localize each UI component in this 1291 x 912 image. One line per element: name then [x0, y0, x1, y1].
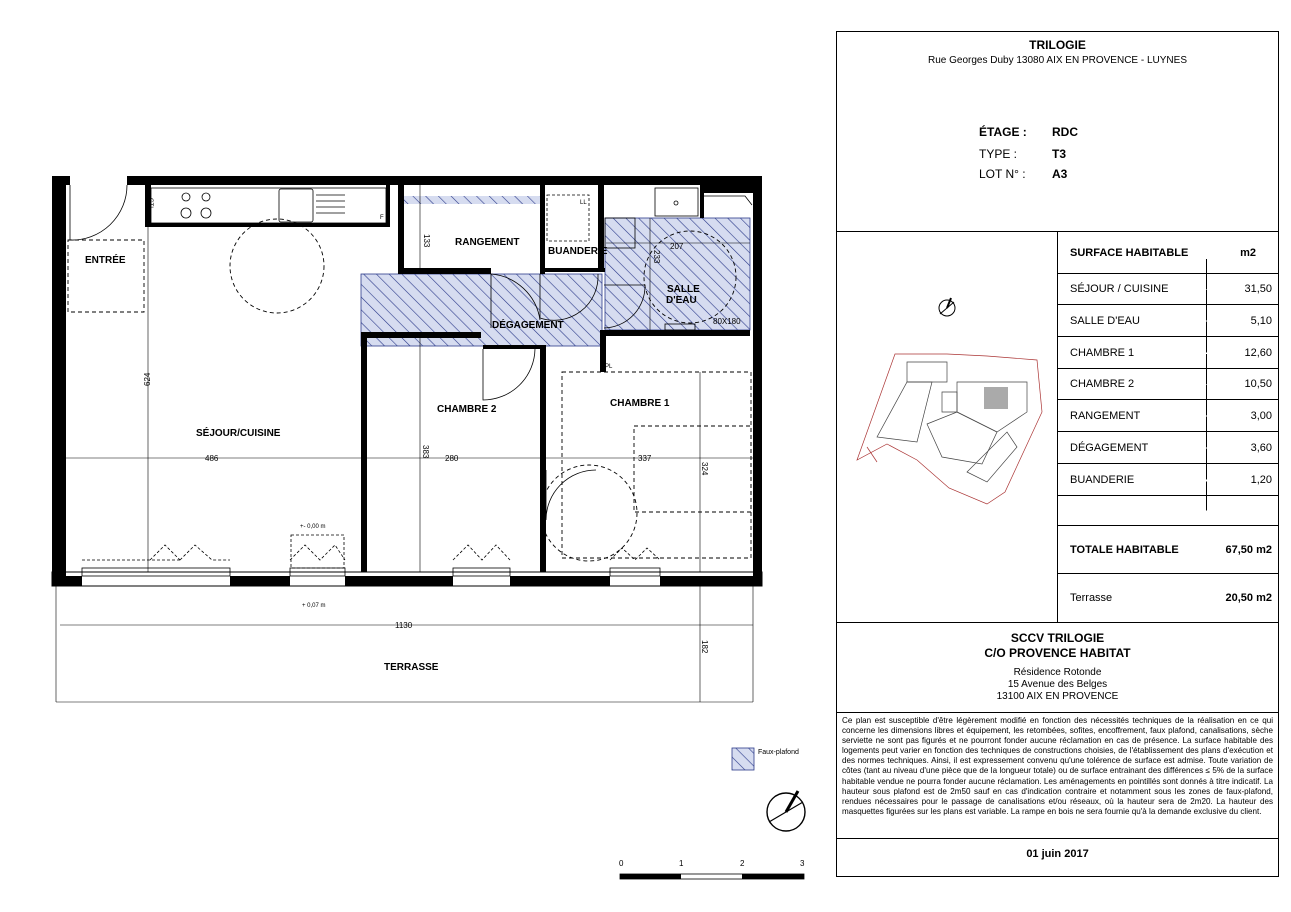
surface-value: 12,60 [1244, 346, 1272, 359]
scale-bar [619, 859, 805, 879]
surface-total-label: TOTALE HABITABLE [1070, 543, 1179, 556]
dim-207: 207 [670, 242, 684, 251]
surface-row-buanderie [1058, 464, 1278, 496]
owner-block [837, 623, 1278, 713]
title-block-header [837, 32, 1278, 232]
room-terrasse: TERRASSE [384, 662, 439, 673]
scale-tick-3: 3 [800, 859, 805, 868]
room-buanderie: BUANDERIE [548, 246, 608, 257]
legend-label: Faux-plafond [758, 749, 799, 756]
type-value: T3 [1052, 147, 1067, 161]
type-label: TYPE : [979, 147, 1018, 161]
surface-value: 10,50 [1244, 378, 1272, 390]
surface-row-rangement [1058, 400, 1278, 432]
surface-name: CHAMBRE 2 [1070, 378, 1135, 390]
surface-value: 1,20 [1250, 473, 1272, 486]
dim-233: 233 [652, 250, 661, 264]
title-block-middle [837, 232, 1278, 623]
room-chambre1: CHAMBRE 1 [610, 398, 670, 409]
room-entree: ENTRÉE [85, 255, 126, 266]
surface-value: 3,60 [1250, 441, 1272, 454]
surface-value: 31,50 [1244, 283, 1272, 295]
surface-name: SALLE D'EAU [1070, 314, 1140, 327]
compass-icon [939, 298, 955, 316]
lot-label: LOT N° : [979, 167, 1026, 181]
dim-624: 624 [143, 372, 152, 386]
site-map [837, 232, 1058, 622]
dim-133: 133 [422, 234, 431, 248]
type-row [979, 147, 1066, 161]
doors [70, 185, 645, 520]
owner-line3: Résidence Rotonde [1013, 667, 1102, 678]
mark-pl: PL [605, 364, 613, 370]
surface-row-degagement [1058, 432, 1278, 464]
room-rangement: RANGEMENT [455, 237, 520, 248]
surface-name: BUANDERIE [1070, 473, 1135, 486]
surface-name: DÉGAGEMENT [1070, 441, 1149, 454]
surface-header-label: SURFACE HABITABLE [1070, 246, 1189, 259]
surface-terrasse-row [1058, 574, 1278, 622]
surface-terrasse-value: 20,50 m2 [1225, 592, 1272, 604]
surface-total-row [1058, 526, 1278, 574]
owner-line4: 15 Avenue des Belges [1007, 679, 1108, 690]
surface-row-chambre1 [1058, 337, 1278, 369]
scale-tick-2: 2 [740, 859, 745, 868]
owner-line2: C/O PROVENCE HABITAT [984, 646, 1131, 660]
room-degagement: DÉGAGEMENT [492, 320, 564, 331]
etage-row [979, 125, 1078, 139]
legal-text: Ce plan est susceptible d'être légèrement modifié en fonction des nécessités techniques de la réalisation en ce qui concerne les dimensions libres et équipement, les retombées, sofites, encoffrement, faux plafond, canalisations, sèche serviette ne sont pas figurés et ne pourront fonder aucune réclamation en cas de présence. La surface habitable des logements peut varier en fonction des techniques de constructions choisies, de l'établissement des plans d'exécution et des normes techniques. Ainsi, il est expressement convenu qu'une tolérence de surface est admise. Toute variation de côtes (tant au niveau d'une pièce que de la longueur totale) ou de surface entrainant des différences ≤ 5% de la surface habitable vendue ne pourra fonder aucune réclamation. Les aménagements en pointillés sont donnés à titre indicatif. La hauteur sous plafond est de 2m50 sauf en cas d'indication contraire et notamment sous les zones de faux-plafond, rendues nécessaires pour le passage de canalisations et/ou réseaux, où la hauteur sera de 2m20. La hauteur des masquettes figurées sur les plans est variable. La rampe en bois ne sera fournie qu'à la demande exclusive du client. [842, 716, 1273, 816]
project-name: TRILOGIE [1029, 38, 1086, 52]
scale-tick-0: 0 [619, 859, 624, 868]
surface-row-chambre2 [1058, 369, 1278, 400]
room-chambre2: CHAMBRE 2 [437, 404, 497, 415]
dim-shower: 80X180 [713, 317, 741, 326]
surface-name: CHAMBRE 1 [1070, 346, 1135, 359]
site-map-drawing [837, 232, 1057, 622]
room-salle-eau-line2: D'EAU [666, 295, 697, 306]
etage-value: RDC [1052, 125, 1078, 139]
surface-header-unit: m2 [1240, 246, 1256, 259]
level-terrace: + 0,07 m [302, 603, 326, 609]
dim-486: 486 [205, 454, 219, 463]
surface-row-empty [1058, 496, 1278, 526]
project-address: Rue Georges Duby 13080 AIX EN PROVENCE - LUYNES [927, 55, 1187, 66]
legend-swatch [732, 748, 754, 770]
dim-280: 280 [445, 454, 459, 463]
room-sejour: SÉJOUR/CUISINE [196, 428, 281, 439]
surface-total-value: 67,50 m2 [1225, 543, 1272, 556]
dim-324: 324 [700, 462, 709, 476]
dim-1130: 1130 [395, 621, 413, 630]
surface-name: RANGEMENT [1070, 409, 1141, 422]
site-lot-highlight [984, 387, 1008, 409]
dim-337: 337 [638, 454, 652, 463]
dim-383: 383 [421, 445, 430, 459]
room-salle-eau-line1: SALLE [667, 284, 700, 295]
scale-tick-1: 1 [679, 859, 684, 868]
legal-notice [837, 713, 1278, 839]
mark-ll: LL [580, 200, 587, 206]
faux-plafond-rangement [402, 196, 540, 204]
surface-header [1058, 232, 1278, 274]
surface-terrasse-label: Terrasse [1070, 592, 1113, 604]
level-interior: +- 0,00 m [300, 524, 326, 530]
site-plan-outline [857, 354, 1042, 504]
north-arrow-icon [767, 791, 805, 831]
surface-value: 5,10 [1250, 314, 1272, 327]
plan-date: 01 juin 2017 [1026, 848, 1089, 860]
surface-value: 3,00 [1250, 409, 1272, 422]
title-block [836, 31, 1279, 877]
owner-line5: 13100 AIX EN PROVENCE [996, 691, 1119, 702]
surface-table [1058, 232, 1278, 622]
surface-name: SÉJOUR / CUISINE [1070, 283, 1169, 295]
mark-gtl: GTL [147, 198, 153, 210]
windows [82, 535, 660, 576]
surface-row-sejour [1058, 274, 1278, 305]
dim-182: 182 [700, 640, 709, 654]
etage-label: ÉTAGE : [979, 125, 1027, 139]
owner-line1: SCCV TRILOGIE [1010, 631, 1105, 645]
lot-row [979, 167, 1067, 181]
surface-row-salle-eau [1058, 305, 1278, 337]
mark-f: F [380, 215, 384, 221]
lot-value: A3 [1052, 167, 1068, 181]
faux-plafond-salle-eau [605, 218, 750, 330]
